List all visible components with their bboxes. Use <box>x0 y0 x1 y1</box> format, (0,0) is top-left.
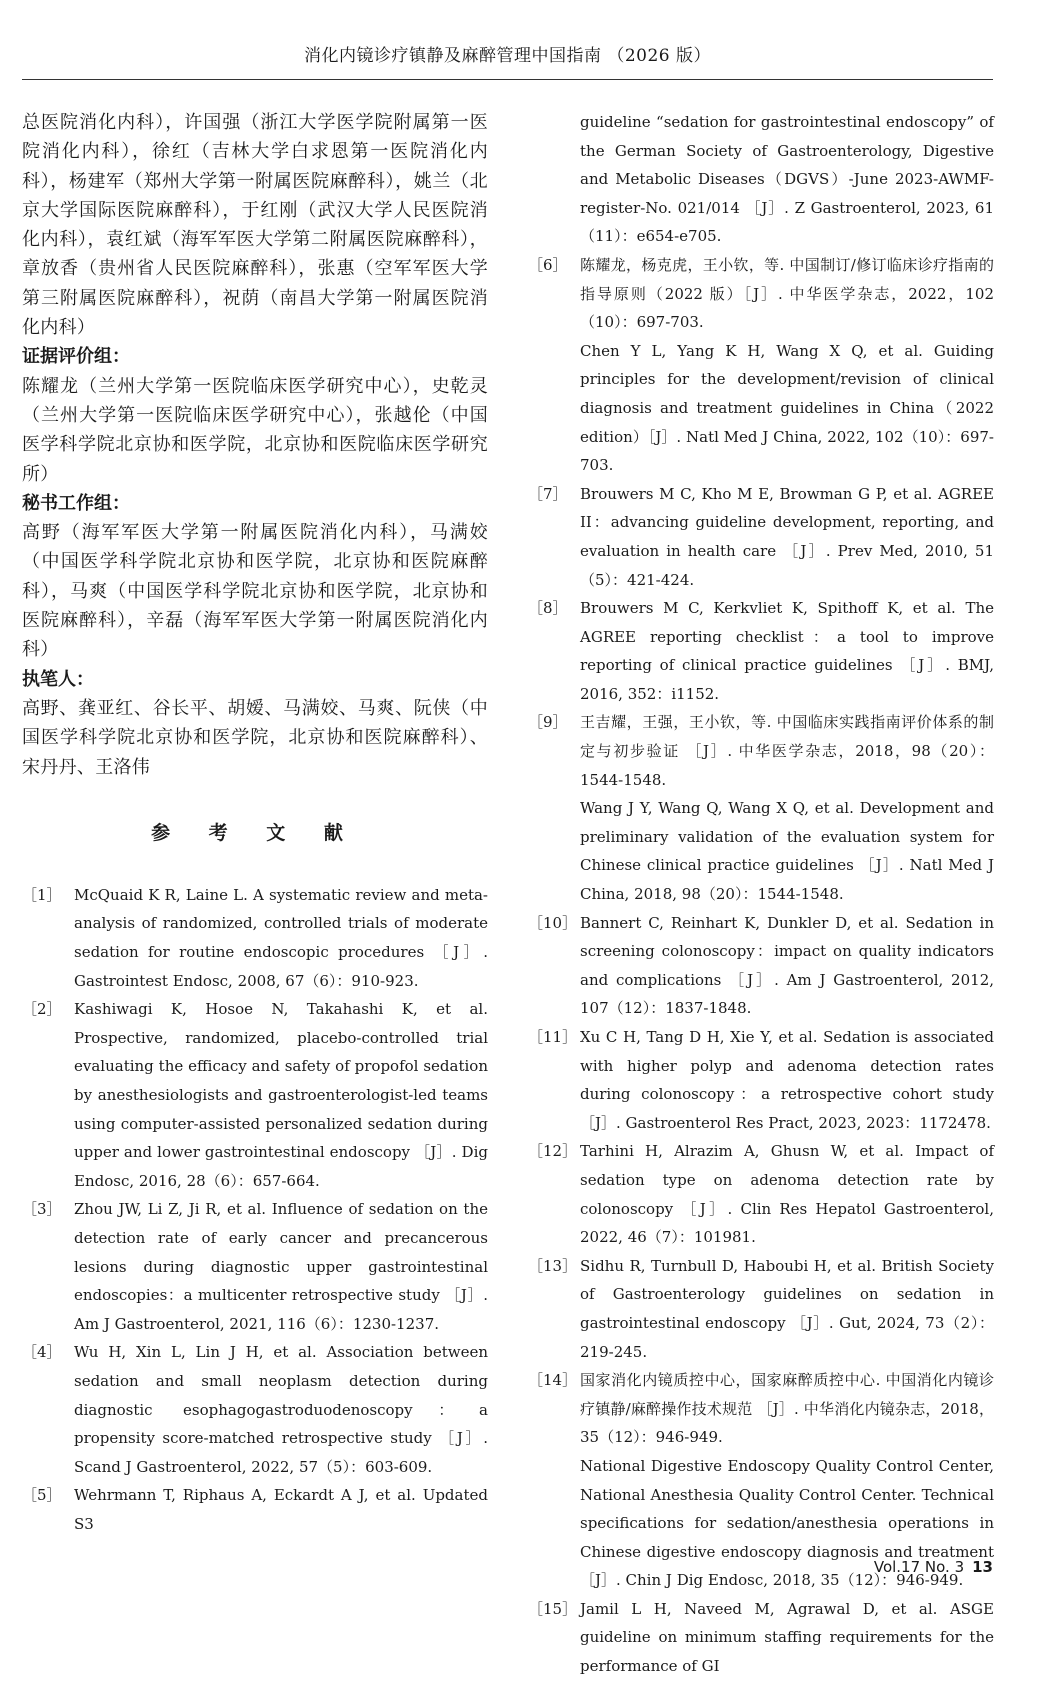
references-heading: 参 考 文 献 <box>151 821 359 844</box>
group-members: 高野、龚亚红、谷长平、胡嫒、马满姣、马爽、阮侠（中国医学科学院北京协和医学院，北京协和医院麻醉科）、宋丹丹、王洛伟 <box>22 697 488 778</box>
reference-text: McQuaid K R, Laine L. A systematic review and meta-analysis of randomized, controlled trials of moderate sedation for routine endoscopic procedures ［J］. Gastrointest Endosc, 2008, 67（6）：910-923. <box>74 885 488 990</box>
reference-number: ［12］ <box>528 1142 578 1161</box>
group-title: 证据评价组： <box>22 346 130 368</box>
reference-number: ［5］ <box>22 1486 62 1505</box>
reference-item <box>528 1023 994 1137</box>
reference-number: ［8］ <box>528 599 568 618</box>
journal-running-title: 消化内镜诊疗镇静及麻醉管理中国指南 （2026 版） <box>303 46 712 66</box>
reference-text: Kashiwagi K, Hosoe N, Takahashi K, et al. Prospective, randomized, placebo-controlled trial evaluating the efficacy and safety of propofol sedation by anesthesiologists and gastroenterologist-led teams using computer-assisted personalized sedation during upper and lower gastrointestinal endoscopy ［J］. Dig Endosc, 2016, 28（6）：657-664. <box>74 1000 488 1190</box>
group-evidence <box>22 342 488 488</box>
left-column <box>22 108 488 1538</box>
reference-text: Wu H, Xin L, Lin J H, et al. Association between sedation and small neoplasm detection during diagnostic esophagogastroduodenoscopy：a propensity score-matched retrospective study ［J］. Scand J Gastroenterol, 2022, 57（5）：603-609. <box>74 1343 488 1476</box>
reference-item <box>22 1481 488 1538</box>
group-writers <box>22 665 488 782</box>
author-list-continuation: 总医院消化内科），许国强（浙江大学医学院附属第一医院消化内科），徐红（吉林大学白求恩第一医院消化内科），杨建军（郑州大学第一附属医院麻醉科），姚兰（北京大学国际医院麻醉科），于红刚（武汉大学人民医院消化内科），袁红斌（海军军医大学第二附属医院麻醉科），章放香（贵州省人民医院麻醉科），张惠（空军军医大学第三附属医院麻醉科），祝荫（南昌大学第一附属医院消化内科） <box>22 112 488 339</box>
reference-number: ［7］ <box>528 484 568 503</box>
reference-item <box>528 594 994 708</box>
reference-item <box>22 1338 488 1481</box>
reference-text: Jamil L H, Naveed M, Agrawal D, et al. ASGE guideline on minimum staffing requirements for the performance of GI <box>580 1599 994 1676</box>
reference-item <box>528 480 994 594</box>
reference-text: Zhou JW, Li Z, Ji R, et al. Influence of sedation on the detection rate of early cancer and precancerous lesions during diagnostic upper gastrointestinal endoscopies：a multicenter retrospective study ［J］. Am J Gastroenterol, 2021, 116（6）：1230-1237. <box>74 1200 488 1333</box>
reference-number: ［4］ <box>22 1343 62 1362</box>
reference-item <box>528 909 994 1023</box>
reference-continuation <box>528 108 994 251</box>
reference-text: guideline “sedation for gastrointestinal endoscopy” of the German Society of Gastroenterology, Digestive and Metabolic Diseases（DGVS）-June 2023-AWMF-register-No. 021/014 ［J］. Z Gastroenterol, 2023, 61（11）：e654-e705. <box>580 113 994 246</box>
reference-item <box>528 1252 994 1366</box>
running-header <box>22 36 993 80</box>
reference-text-zh: 国家消化内镜质控中心，国家麻醉质控中心. 中国消化内镜诊疗镇静/麻醉操作技术规范 ［J］. 中华消化内镜杂志，2018，35（12）：946-949. <box>580 1371 994 1447</box>
reference-text: Brouwers M C, Kerkvliet K, Spithoff K, et al. The AGREE reporting checklist：a tool to improve reporting of clinical practice guidelines ［J］. BMJ, 2016, 352：i1152. <box>580 599 994 703</box>
reference-list-left <box>22 881 488 1539</box>
group-title: 执笔人： <box>22 668 94 690</box>
reference-number: ［14］ <box>528 1371 578 1390</box>
reference-text-zh: 陈耀龙，杨克虎，王小钦，等. 中国制订/修订临床诊疗指南的指导原则（2022 版）［J］. 中华医学杂志，2022，102（10）：697-703. <box>580 255 994 332</box>
reference-text: Xu C H, Tang D H, Xie Y, et al. Sedation is associated with higher polyp and adenoma detection rates during colonoscopy：a retrospective cohort study ［J］. Gastroenterol Res Pract, 2023, 2023：1172478. <box>580 1028 994 1132</box>
reference-number: ［1］ <box>22 885 62 904</box>
reference-text <box>580 251 994 480</box>
reference-number: ［2］ <box>22 1000 62 1019</box>
reference-text: Bannert C, Reinhart K, Dunkler D, et al. Sedation in screening colonoscopy：impact on quality indicators and complications ［J］. Am J Gastroenterol, 2012, 107（12）：1837-1848. <box>580 913 994 1018</box>
reference-number-blank <box>528 108 580 251</box>
page-number: 13 <box>972 1558 993 1576</box>
reference-item <box>528 1595 994 1681</box>
volume-issue: Vol.17 No. 3 <box>873 1558 965 1576</box>
reference-number: ［11］ <box>528 1028 578 1046</box>
reference-item <box>22 881 488 995</box>
reference-text-zh: 王吉耀，王强，王小钦，等. 中国临床实践指南评价体系的制定与初步验证 ［J］. 中华医学杂志，2018，98（20）：1544-1548. <box>580 713 994 789</box>
reference-text: Tarhini H, Alrazim A, Ghusn W, et al. Impact of sedation type on adenoma detection rate by colonoscopy ［J］. Clin Res Hepatol Gastroenterol, 2022, 46（7）：101981. <box>580 1142 994 1247</box>
right-column <box>528 108 994 1681</box>
reference-item <box>528 251 994 480</box>
reference-number: ［3］ <box>22 1200 62 1219</box>
reference-text: Wehrmann T, Riphaus A, Eckardt A J, et al. Updated S3 <box>74 1486 488 1533</box>
page-footer <box>874 1558 993 1576</box>
group-members: 高野（海军军医大学第一附属医院消化内科），马满姣（中国医学科学院北京协和医学院，北京协和医院麻醉科），马爽（中国医学科学院北京协和医学院，北京协和医院麻醉科），辛磊（海军军医大学第一附属医院消化内科） <box>22 522 488 661</box>
reference-item <box>528 708 994 908</box>
reference-number: ［6］ <box>528 255 568 274</box>
reference-number: ［10］ <box>528 913 578 932</box>
reference-number: ［15］ <box>528 1599 578 1618</box>
group-secretariat <box>22 489 488 665</box>
reference-item <box>22 1195 488 1338</box>
group-members: 陈耀龙（兰州大学第一医院临床医学研究中心），史乾灵（兰州大学第一医院临床医学研究中心），张越伦（中国医学科学院北京协和医学院，北京协和医院临床医学研究所） <box>22 375 488 485</box>
reference-text: Sidhu R, Turnbull D, Haboubi H, et al. British Society of Gastroenterology guidelines on sedation in gastrointestinal endoscopy ［J］. Gut, 2024, 73（2）：219-245. <box>580 1256 994 1361</box>
reference-text: Brouwers M C, Kho M E, Browman G P, et al. AGREE II：advancing guideline development, reporting, and evaluation in health care ［J］. Prev Med, 2010, 51（5）：421-424. <box>580 484 994 589</box>
reference-text <box>580 708 994 908</box>
reference-item <box>22 995 488 1195</box>
reference-item <box>528 1137 994 1251</box>
reference-number: ［13］ <box>528 1256 578 1275</box>
reference-text-en: National Digestive Endoscopy Quality Control Center, National Anesthesia Quality Control Center. Technical specifications for sedation/anesthesia operations in Chinese digestive endoscopy diagnosis and treatment ［J］. Chin J Dig Endosc, 2018, 35（12）：946-949. <box>580 1456 994 1590</box>
reference-text-en: Chen Y L, Yang K H, Wang X Q, et al. Guiding principles for the development/revision of clinical diagnosis and treatment guidelines in China（2022 edition）［J］. Natl Med J China, 2022, 102（10）：697-703. <box>580 341 994 475</box>
reference-number: ［9］ <box>528 713 568 732</box>
group-title: 秘书工作组： <box>22 492 130 514</box>
reference-text-en: Wang J Y, Wang Q, Wang X Q, et al. Development and preliminary validation of the evaluation system for Chinese clinical practice guidelines ［J］. Natl Med J China, 2018, 98（20）：1544-1548. <box>580 799 994 904</box>
